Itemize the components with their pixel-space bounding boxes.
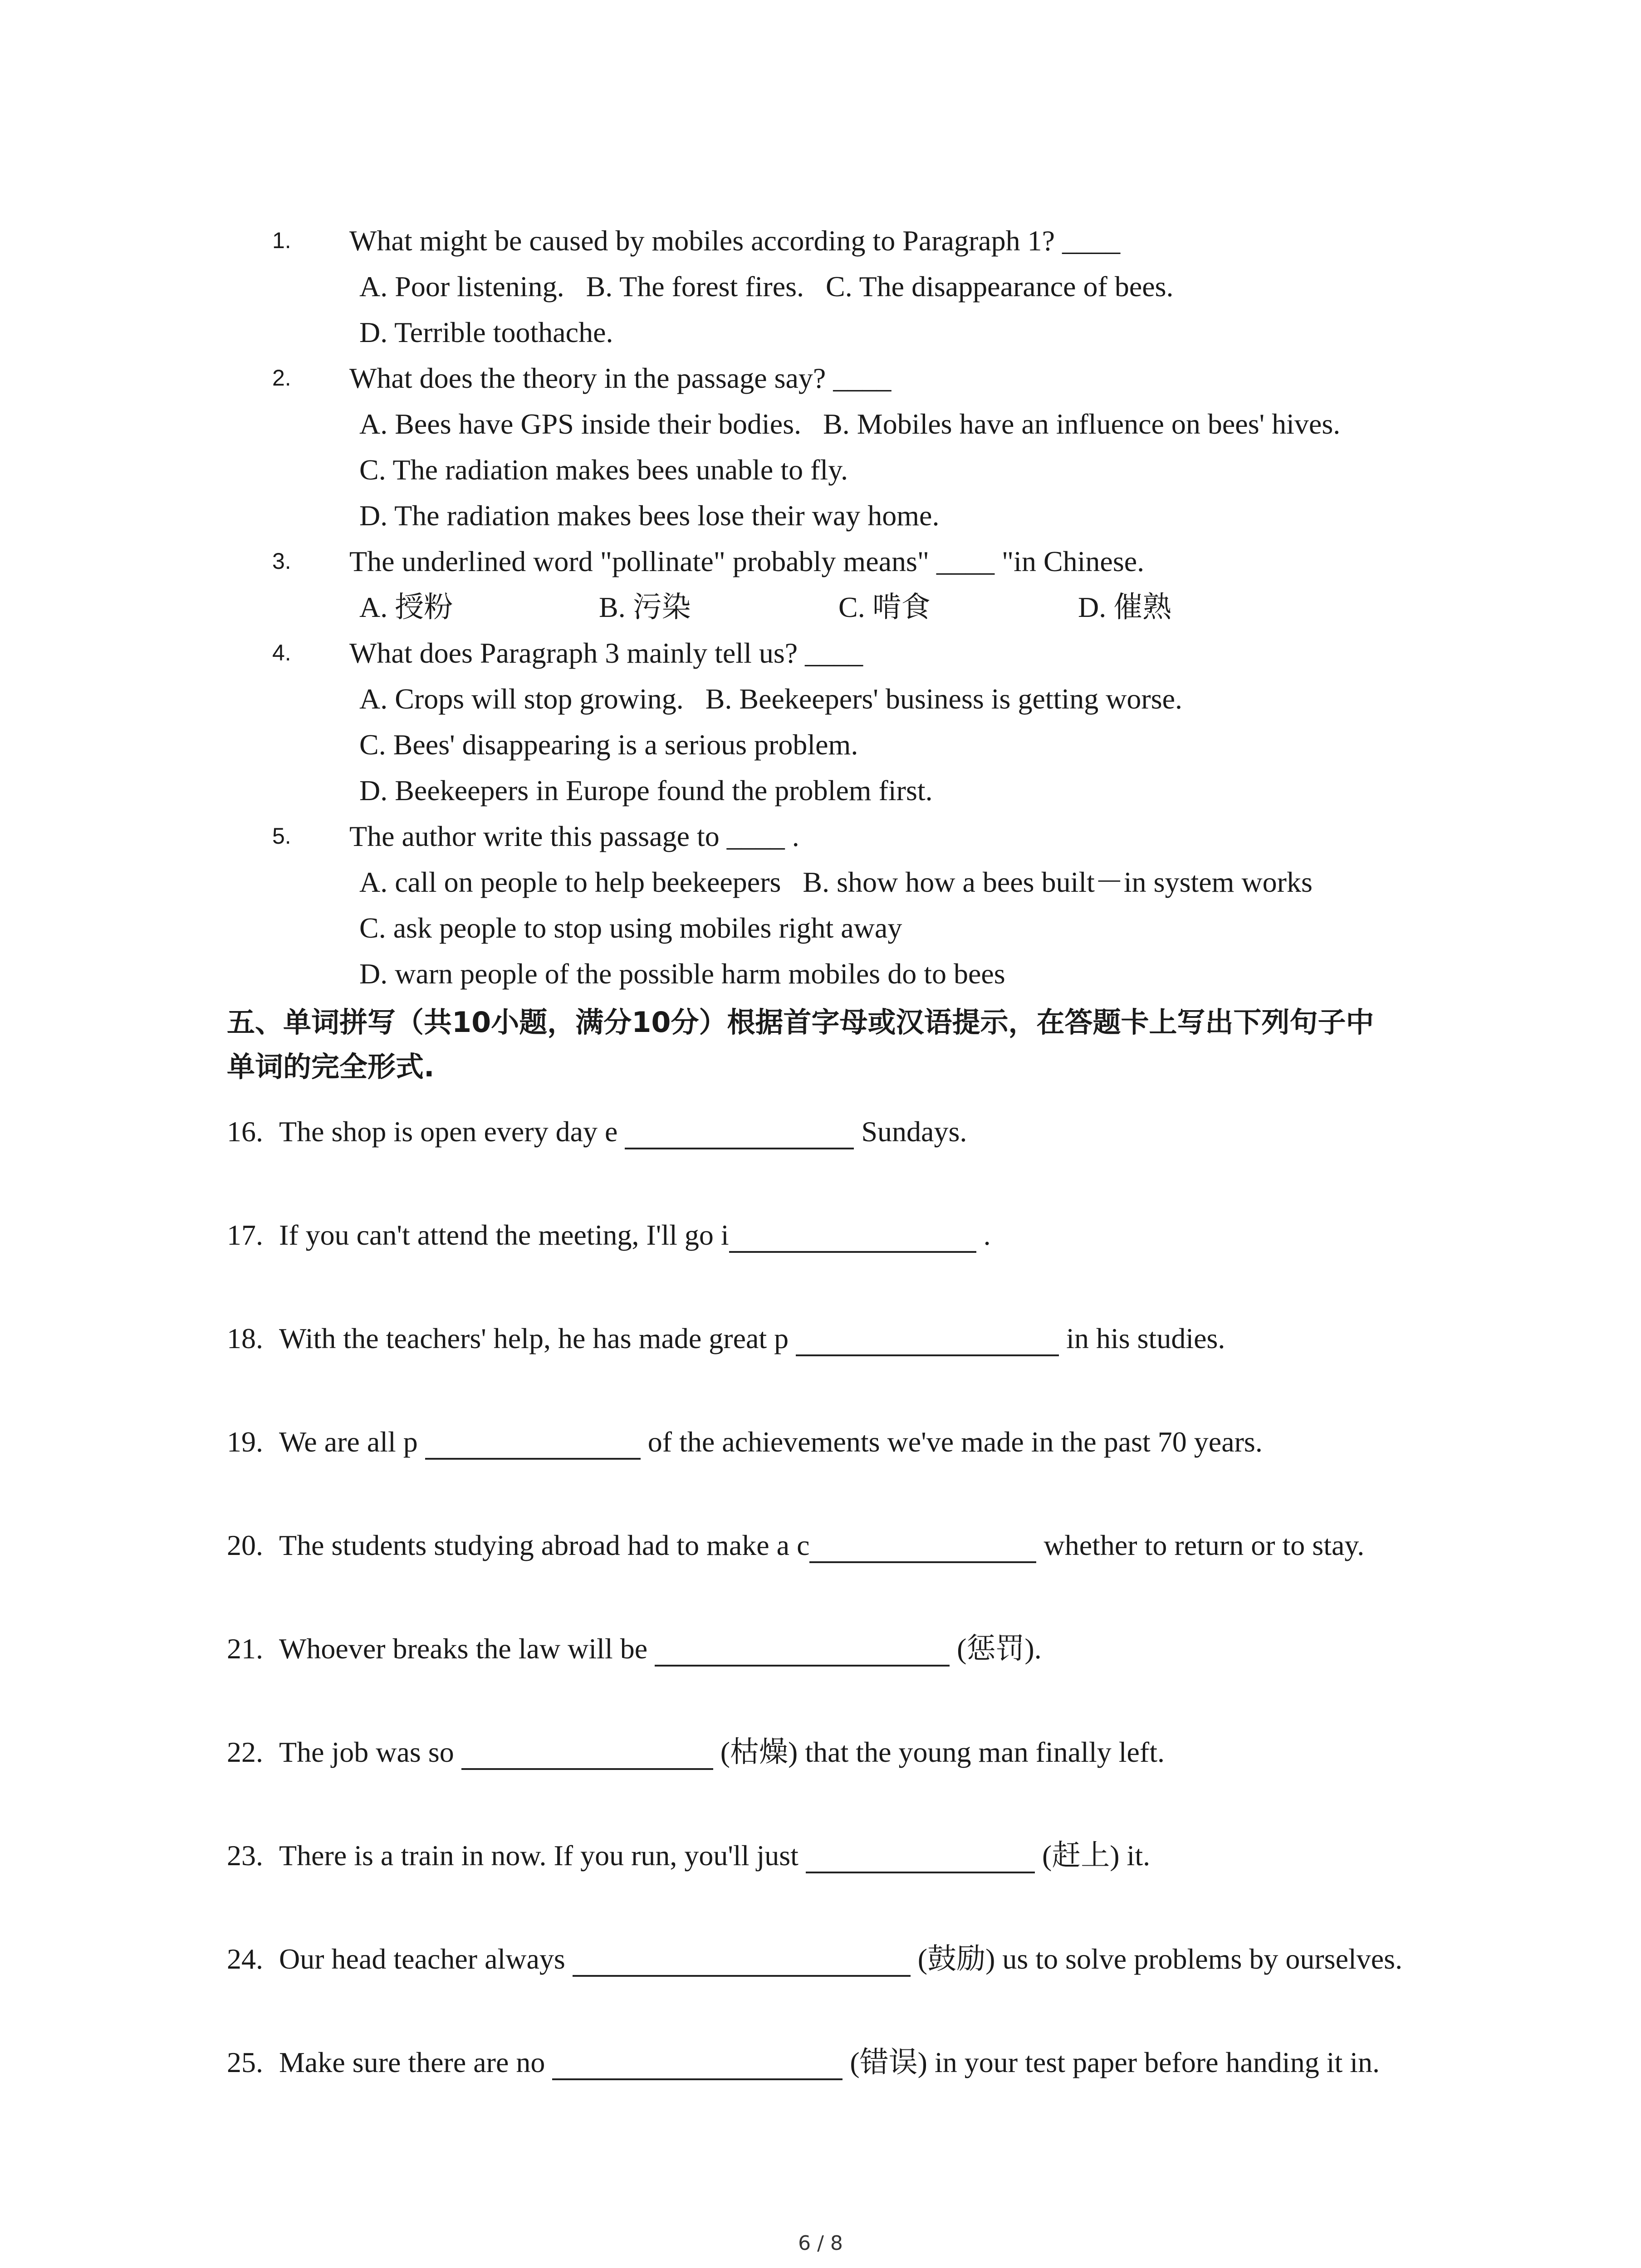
question-5 — [272, 813, 1543, 997]
item-number: 18. — [227, 1322, 263, 1354]
options-line: A. call on people to help beekeepers B. show how a bees built－in system works — [359, 866, 1313, 898]
sentence-before: We are all p — [279, 1426, 425, 1458]
spelling-item-18 — [227, 1316, 1543, 1419]
item-number: 22. — [227, 1736, 263, 1768]
item-number: 23. — [227, 1839, 263, 1872]
sentence-after: . — [976, 1219, 991, 1251]
question-text: What might be caused by mobiles according to Paragraph 1? ____ — [349, 225, 1121, 257]
sentence-after: (错误) in your test paper before handing it in. — [843, 2046, 1380, 2078]
sentence-before: The job was so — [279, 1736, 461, 1768]
sentence-after: Sundays. — [854, 1115, 967, 1148]
option-b: B. 污染 — [599, 591, 691, 623]
option-a: A. 授粉 — [359, 591, 453, 623]
options-line: D. The radiation makes bees lose their way home. — [359, 499, 940, 532]
sentence-before: Make sure there are no — [279, 2046, 553, 2078]
spelling-questions — [227, 1109, 1543, 2143]
options-line: C. ask people to stop using mobiles right away — [359, 912, 902, 944]
question-stem — [272, 355, 1543, 401]
section-heading-line: 五、单词拼写（共10小题，满分10分）根据首字母或汉语提示，在答题卡上写出下列句子中 — [227, 1006, 1374, 1039]
question-2 — [272, 355, 1543, 538]
options-line: D. Beekeepers in Europe found the problem first. — [359, 774, 933, 807]
sentence-after: (赶上) it. — [1034, 1839, 1151, 1872]
options-line: D. Terrible toothache. — [359, 316, 613, 348]
answer-blank[interactable] — [461, 1735, 713, 1770]
sentence-after: whether to return or to stay. — [1036, 1529, 1365, 1561]
spelling-item-17 — [227, 1212, 1543, 1316]
page-number: 6 / 8 — [798, 2232, 843, 2255]
sentence-after: in his studies. — [1059, 1322, 1225, 1354]
sentence-before: The shop is open every day e — [279, 1115, 625, 1148]
question-text: The author write this passage to ____ . — [349, 820, 799, 852]
question-3 — [272, 538, 1543, 630]
sentence-before: There is a train in now. If you run, you'll just — [279, 1839, 806, 1872]
sentence-before: Our head teacher always — [279, 1943, 573, 1975]
item-number: 24. — [227, 1943, 263, 1975]
question-stem — [272, 630, 1543, 676]
option-c: C. 啃食 — [838, 591, 931, 623]
options-line: A. Poor listening. B. The forest fires. C. The disappearance of bees. — [359, 270, 1174, 303]
options-line: D. warn people of the possible harm mobiles do to bees — [359, 958, 1005, 990]
item-number: 16. — [227, 1115, 263, 1148]
section-heading — [227, 1000, 1452, 1089]
answer-blank[interactable] — [655, 1632, 950, 1667]
answer-blank[interactable] — [796, 1322, 1059, 1356]
item-number: 21. — [227, 1633, 263, 1665]
options-row — [272, 584, 1543, 630]
options-line: C. Bees' disappearing is a serious problem. — [359, 728, 858, 761]
spelling-item-24 — [227, 1936, 1543, 2040]
sentence-before: With the teachers' help, he has made great p — [279, 1322, 796, 1354]
answer-blank[interactable] — [573, 1942, 911, 1977]
question-1 — [272, 218, 1543, 355]
sentence-after: (鼓励) us to solve problems by ourselves. — [910, 1943, 1403, 1975]
sentence-before: Whoever breaks the law will be — [279, 1633, 655, 1665]
sentence-after: (枯燥) that the young man finally left. — [713, 1736, 1165, 1768]
question-stem — [272, 813, 1543, 859]
option-d: D. 催熟 — [1078, 591, 1172, 623]
spelling-item-25 — [227, 2040, 1543, 2143]
question-number: 3. — [272, 548, 291, 574]
sentence-before: If you can't attend the meeting, I'll go i — [279, 1219, 729, 1251]
options-line: C. The radiation makes bees unable to fly. — [359, 454, 848, 486]
question-number: 2. — [272, 365, 291, 391]
question-text: What does the theory in the passage say? ____ — [349, 362, 892, 394]
question-text: The underlined word "pollinate" probably means" ____ "in Chinese. — [349, 545, 1145, 577]
question-number: 5. — [272, 823, 291, 849]
answer-blank[interactable] — [625, 1115, 854, 1149]
spelling-item-23 — [227, 1833, 1543, 1936]
sentence-before: The students studying abroad had to make a c — [279, 1529, 810, 1561]
item-number: 19. — [227, 1426, 263, 1458]
options-line: A. Crops will stop growing. B. Beekeepers' business is getting worse. — [359, 683, 1183, 715]
section-heading-line: 单词的完全形式. — [227, 1050, 435, 1083]
item-number: 17. — [227, 1219, 263, 1251]
answer-blank[interactable] — [806, 1839, 1035, 1873]
spelling-item-16 — [227, 1109, 1543, 1212]
question-text: What does Paragraph 3 mainly tell us? ____ — [349, 637, 863, 669]
spelling-item-21 — [227, 1626, 1543, 1730]
answer-blank[interactable] — [425, 1425, 641, 1460]
question-4 — [272, 630, 1543, 813]
answer-blank[interactable] — [552, 2046, 843, 2080]
question-number: 1. — [272, 228, 291, 253]
sentence-after: (惩罚). — [950, 1633, 1042, 1665]
options-line: A. Bees have GPS inside their bodies. B. Mobiles have an influence on bees' hives. — [359, 408, 1341, 440]
sentence-after: of the achievements we've made in the past 70 years. — [640, 1426, 1263, 1458]
question-stem — [272, 538, 1543, 584]
question-number: 4. — [272, 640, 291, 665]
answer-blank[interactable] — [729, 1218, 976, 1253]
spelling-item-22 — [227, 1730, 1543, 1833]
item-number: 25. — [227, 2046, 263, 2078]
spelling-item-20 — [227, 1523, 1543, 1626]
item-number: 20. — [227, 1529, 263, 1561]
answer-blank[interactable] — [809, 1529, 1036, 1563]
question-stem — [272, 218, 1543, 264]
spelling-item-19 — [227, 1419, 1543, 1523]
multiple-choice-questions — [272, 218, 1543, 997]
